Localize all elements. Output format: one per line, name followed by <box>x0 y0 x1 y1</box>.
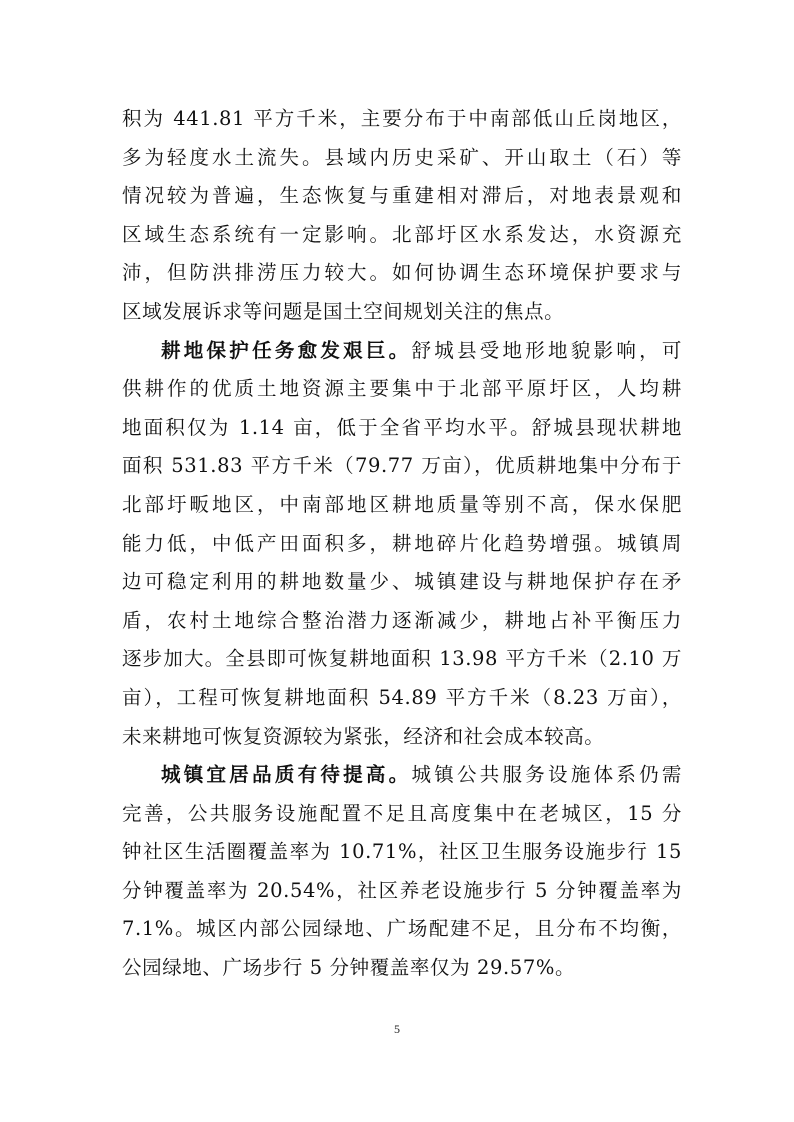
line-text: 城镇公共服务设施体系仍需 <box>411 763 682 787</box>
paragraph-soil-erosion <box>122 100 682 332</box>
text-line: 北部圩畈地区，中南部地区耕地质量等别不高，保水保肥 <box>122 492 682 516</box>
text-line: 区域生态系统有一定影响。北部圩区水系发达，水资源充 <box>122 222 682 246</box>
text-line: 积为 441.81 平方千米，主要分布于中南部低山丘岗地区， <box>122 107 682 130</box>
text-line: 多为轻度水土流失。县域内历史采矿、开山取土（石）等 <box>122 145 682 169</box>
body-text <box>122 100 682 988</box>
text-line: 钟社区生活圈覆盖率为 10.71%，社区卫生服务设施步行 15 <box>122 840 682 864</box>
text-line: 逐步加大。全县即可恢复耕地面积 13.98 平方千米（2.10 万 <box>122 647 682 671</box>
text-line: 分钟覆盖率为 20.54%，社区养老设施步行 5 分钟覆盖率为 <box>122 878 682 902</box>
text-line: 盾，农村土地综合整治潜力逐渐减少，耕地占补平衡压力 <box>122 608 682 632</box>
paragraph-urban-livability <box>122 756 682 988</box>
text-line: 能力低，中低产田面积多，耕地碎片化趋势增强。城镇周 <box>122 531 682 555</box>
text-line <box>122 332 682 371</box>
line-text: 舒城县受地形地貌影响，可 <box>411 338 682 362</box>
text-line: 供耕作的优质土地资源主要集中于北部平原圩区，人均耕 <box>122 377 682 401</box>
text-line: 面积 531.83 平方千米（79.77 万亩），优质耕地集中分布于 <box>122 454 682 478</box>
text-line: 未来耕地可恢复资源较为紧张，经济和社会成本较高。 <box>122 724 605 748</box>
page-number: 5 <box>394 1022 400 1036</box>
text-line: 边可稳定利用的耕地数量少、城镇建设与耕地保护存在矛 <box>122 570 682 594</box>
paragraph-farmland-protection <box>122 332 682 757</box>
text-line: 完善，公共服务设施配置不足且高度集中在老城区，15 分 <box>122 801 682 825</box>
text-line: 沛，但防洪排涝压力较大。如何协调生态环境保护要求与 <box>122 261 682 285</box>
text-line: 区域发展诉求等问题是国土空间规划关注的焦点。 <box>122 299 565 323</box>
text-line: 亩），工程可恢复耕地面积 54.89 平方千米（8.23 万亩）， <box>122 685 682 709</box>
text-line <box>122 756 682 795</box>
text-line: 情况较为普遍，生态恢复与重建相对滞后，对地表景观和 <box>122 184 682 208</box>
text-line: 7.1%。城区内部公园绿地、广场配建不足，且分布不均衡， <box>122 917 682 941</box>
text-line: 公园绿地、广场步行 5 分钟覆盖率仅为 29.57%。 <box>122 956 576 980</box>
text-line: 地面积仅为 1.14 亩，低于全省平均水平。舒城县现状耕地 <box>122 415 682 439</box>
paragraph-lead: 城镇宜居品质有待提高。 <box>161 763 412 787</box>
paragraph-lead: 耕地保护任务愈发艰巨。 <box>161 338 412 362</box>
